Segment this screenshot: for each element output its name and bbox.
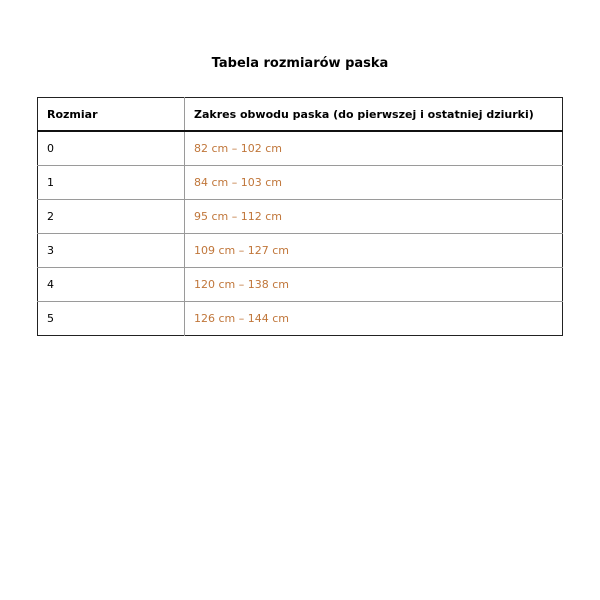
range-cell: 109 cm – 127 cm: [185, 234, 563, 268]
size-cell: 1: [38, 166, 185, 200]
size-cell: 4: [38, 268, 185, 302]
range-cell: 95 cm – 112 cm: [185, 200, 563, 234]
table-header-row: [38, 98, 563, 132]
column-header-range: Zakres obwodu paska (do pierwszej i ostatniej dziurki): [185, 98, 563, 132]
page-title: Tabela rozmiarów paska: [211, 56, 389, 71]
table-row: [38, 302, 563, 336]
table-row: [38, 268, 563, 302]
table-row: [38, 166, 563, 200]
size-table: [37, 97, 563, 336]
table-row: [38, 131, 563, 166]
range-cell: 120 cm – 138 cm: [185, 268, 563, 302]
range-cell: 84 cm – 103 cm: [185, 166, 563, 200]
table-row: [38, 234, 563, 268]
size-cell: 3: [38, 234, 185, 268]
column-header-size: Rozmiar: [38, 98, 185, 132]
table-row: [38, 200, 563, 234]
range-cell: 126 cm – 144 cm: [185, 302, 563, 336]
size-cell: 0: [38, 131, 185, 166]
size-cell: 2: [38, 200, 185, 234]
size-cell: 5: [38, 302, 185, 336]
range-cell: 82 cm – 102 cm: [194, 142, 283, 155]
